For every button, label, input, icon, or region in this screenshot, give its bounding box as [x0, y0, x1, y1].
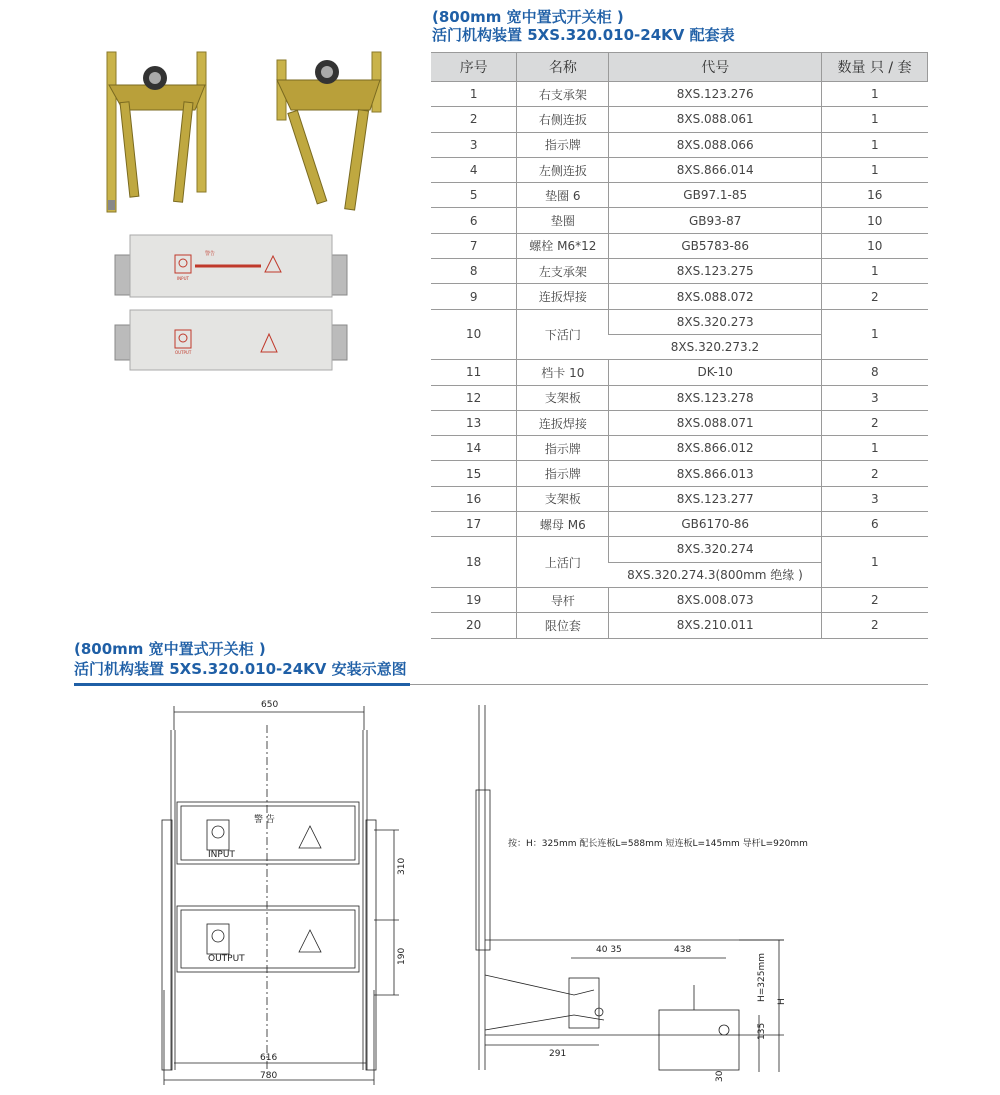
- cell-name: 垫圈: [517, 208, 609, 233]
- cell-name: 左侧连扳: [517, 157, 609, 182]
- dim-135: 135: [757, 1022, 767, 1040]
- cell-code: 8XS.123.278: [609, 385, 822, 410]
- cell-code: DK-10: [609, 360, 822, 385]
- cell-no: 14: [431, 436, 517, 461]
- cell-no: 7: [431, 233, 517, 258]
- table-row: [431, 82, 928, 107]
- table-row: [431, 436, 928, 461]
- cell-code: GB6170-86: [609, 512, 822, 537]
- cell-qty: 2: [822, 587, 928, 612]
- cell-qty: 2: [822, 461, 928, 486]
- cell-no: 5: [431, 183, 517, 208]
- cell-qty: 10: [822, 208, 928, 233]
- warning-text: 警告: [205, 251, 216, 257]
- cell-no: 4: [431, 157, 517, 182]
- bracket-photo-left: [107, 52, 206, 212]
- table-row: [431, 512, 928, 537]
- cell-no: 11: [431, 360, 517, 385]
- dim-h: H: [777, 998, 787, 1005]
- table-row: [431, 385, 928, 410]
- cell-code: 8XS.123.275: [609, 259, 822, 284]
- cell-name: 指示牌: [517, 461, 609, 486]
- table-row: [431, 259, 928, 284]
- cell-code: 8XS.320.273.2: [609, 334, 822, 359]
- cell-code: 8XS.320.274: [609, 537, 822, 562]
- cell-code: 8XS.123.276: [609, 82, 822, 107]
- dim-650: 650: [261, 700, 279, 710]
- cell-code: 8XS.008.073: [609, 587, 822, 612]
- table-row: [431, 461, 928, 486]
- cell-qty: 1: [822, 537, 928, 588]
- table-row: [431, 132, 928, 157]
- dim-291: 291: [549, 1049, 567, 1059]
- cell-qty: 1: [822, 82, 928, 107]
- cell-code: 8XS.866.014: [609, 157, 822, 182]
- table-row: [431, 233, 928, 258]
- cell-code: 8XS.866.012: [609, 436, 822, 461]
- cell-code: GB93-87: [609, 208, 822, 233]
- table-row: [431, 208, 928, 233]
- cell-qty: 8: [822, 360, 928, 385]
- cell-code: 8XS.320.274.3(800mm 绝缘 ): [609, 562, 822, 587]
- cell-code: 8XS.088.072: [609, 284, 822, 309]
- cell-no: 6: [431, 208, 517, 233]
- input-caption: INPUT: [208, 850, 235, 860]
- cell-code: GB97.1-85: [609, 183, 822, 208]
- table-title-line1: (800mm 宽中置式开关柜 ): [432, 8, 624, 26]
- dim-30: 30: [715, 1070, 725, 1082]
- cell-code: 8XS.866.013: [609, 461, 822, 486]
- cell-name: 螺母 M6: [517, 512, 609, 537]
- input-shutter-plate-photo: [115, 235, 347, 297]
- installation-note: 按：H：325mm 配长连板L=588mm 短连板L=145mm 导杆L=920mm: [508, 839, 808, 849]
- cell-code: 8XS.088.061: [609, 107, 822, 132]
- cell-qty: 2: [822, 284, 928, 309]
- parts-photos: [95, 40, 395, 380]
- cell-code: 8XS.088.066: [609, 132, 822, 157]
- cell-no: 1: [431, 82, 517, 107]
- cell-name: 左支承架: [517, 259, 609, 284]
- dim-438: 438: [674, 945, 692, 955]
- table-row: [431, 107, 928, 132]
- cell-qty: 16: [822, 183, 928, 208]
- table-header-row: [431, 53, 928, 82]
- cell-name: 指示牌: [517, 132, 609, 157]
- cell-qty: 2: [822, 410, 928, 435]
- cell-name: 导杆: [517, 587, 609, 612]
- cell-name: 螺栓 M6*12: [517, 233, 609, 258]
- cell-code: 8XS.210.011: [609, 613, 822, 638]
- cell-qty: 1: [822, 107, 928, 132]
- table-row: [431, 309, 928, 334]
- cell-no: 2: [431, 107, 517, 132]
- table-row: [431, 284, 928, 309]
- header-qty: 数量 只 / 套: [822, 53, 928, 82]
- cell-name: 下活门: [517, 309, 609, 360]
- dim-310: 310: [397, 857, 407, 875]
- dim-616: 616: [260, 1053, 278, 1063]
- cell-no: 16: [431, 486, 517, 511]
- table-row: [431, 183, 928, 208]
- output-label: OUTPUT: [175, 350, 192, 355]
- cell-name: 连扳焊接: [517, 284, 609, 309]
- table-row: [431, 587, 928, 612]
- table-row: [431, 157, 928, 182]
- input-label: INPUT: [177, 276, 189, 281]
- cell-no: 12: [431, 385, 517, 410]
- table-row: [431, 537, 928, 562]
- cell-code: GB5783-86: [609, 233, 822, 258]
- cell-qty: 2: [822, 613, 928, 638]
- cell-name: 限位套: [517, 613, 609, 638]
- table-row: [431, 360, 928, 385]
- cell-no: 8: [431, 259, 517, 284]
- cell-name: 上活门: [517, 537, 609, 588]
- parts-table: [431, 52, 928, 639]
- cell-code: 8XS.088.071: [609, 410, 822, 435]
- cell-no: 13: [431, 410, 517, 435]
- cell-no: 18: [431, 537, 517, 588]
- cell-qty: 1: [822, 259, 928, 284]
- cell-name: 支架板: [517, 486, 609, 511]
- bracket-photo-right: [277, 52, 381, 210]
- cell-no: 19: [431, 587, 517, 612]
- cell-qty: 10: [822, 233, 928, 258]
- cell-code: 8XS.320.273: [609, 309, 822, 334]
- cell-name: 垫圈 6: [517, 183, 609, 208]
- cell-qty: 1: [822, 132, 928, 157]
- cell-qty: 1: [822, 309, 928, 360]
- cell-name: 支架板: [517, 385, 609, 410]
- cell-name: 档卡 10: [517, 360, 609, 385]
- cell-qty: 6: [822, 512, 928, 537]
- section-divider-accent: [74, 683, 410, 686]
- cell-no: 9: [431, 284, 517, 309]
- cell-code: 8XS.123.277: [609, 486, 822, 511]
- output-shutter-plate-photo: [115, 310, 347, 370]
- dim-40-35: 40 35: [596, 945, 622, 955]
- header-code: 代号: [609, 53, 822, 82]
- diagram-title-line1: (800mm 宽中置式开关柜 ): [74, 640, 266, 658]
- table-title-line2: 活门机构装置 5XS.320.010-24KV 配套表: [432, 26, 735, 44]
- header-no: 序号: [431, 53, 517, 82]
- dim-780: 780: [260, 1071, 278, 1081]
- cell-qty: 3: [822, 486, 928, 511]
- cell-name: 连扳焊接: [517, 410, 609, 435]
- installation-drawing: [74, 690, 934, 1090]
- table-row: [431, 486, 928, 511]
- table-row: [431, 410, 928, 435]
- cell-no: 3: [431, 132, 517, 157]
- cell-qty: 3: [822, 385, 928, 410]
- cell-no: 10: [431, 309, 517, 360]
- header-name: 名称: [517, 53, 609, 82]
- cell-no: 15: [431, 461, 517, 486]
- output-caption: OUTPUT: [208, 954, 245, 964]
- table-row: [431, 613, 928, 638]
- cell-qty: 1: [822, 157, 928, 182]
- cell-qty: 1: [822, 436, 928, 461]
- dim-190: 190: [397, 947, 407, 965]
- warning-title: 警 告: [254, 815, 275, 825]
- diagram-title-line2: 活门机构装置 5XS.320.010-24KV 安装示意图: [74, 660, 407, 678]
- cell-no: 20: [431, 613, 517, 638]
- cell-no: 17: [431, 512, 517, 537]
- cell-name: 右侧连扳: [517, 107, 609, 132]
- dim-h325: H=325mm: [757, 952, 767, 1002]
- cell-name: 指示牌: [517, 436, 609, 461]
- cell-name: 右支承架: [517, 82, 609, 107]
